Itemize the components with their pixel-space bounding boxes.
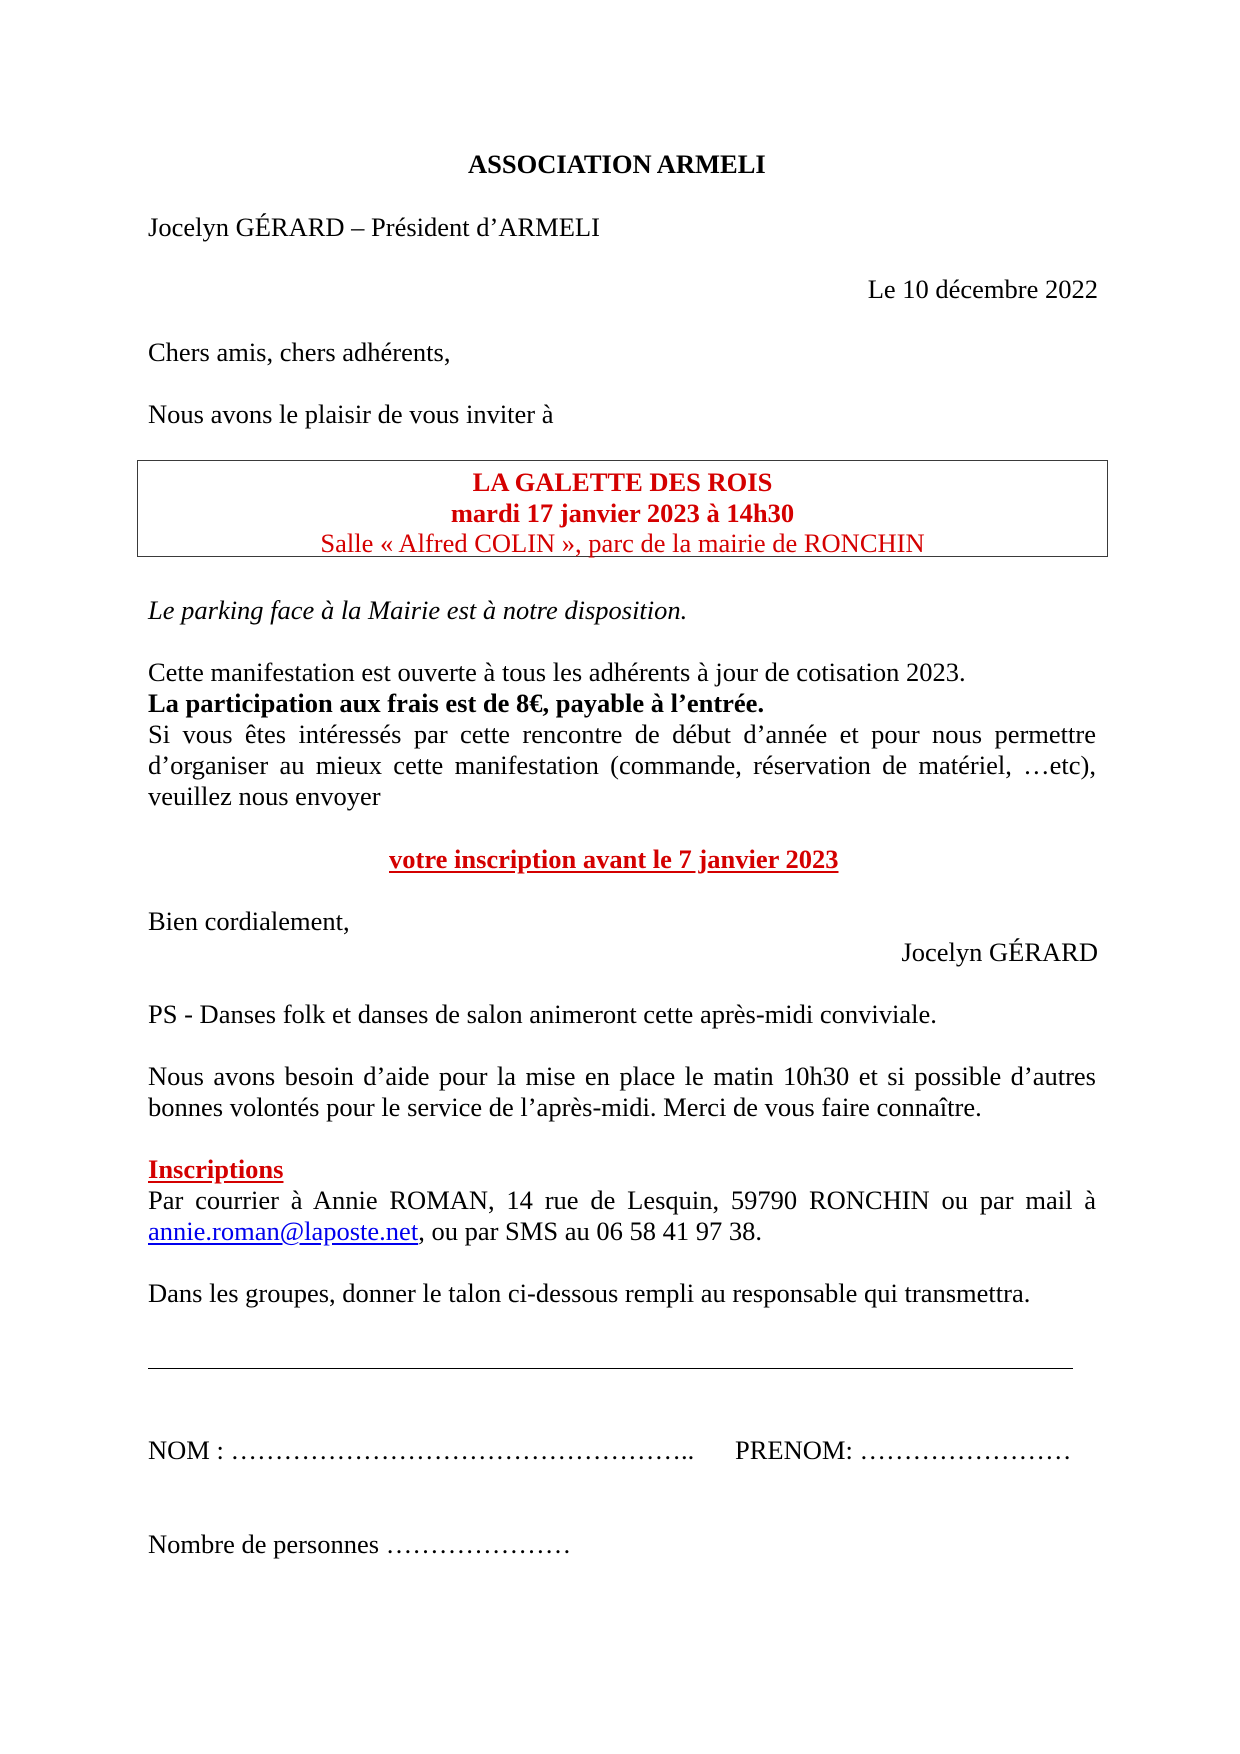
body-line-4: d’organiser au mieux cette manifestation (commande, réservation de matériel, …etc), — [148, 750, 1096, 780]
greeting: Chers amis, chers adhérents, — [148, 337, 451, 367]
nom-label: NOM : — [148, 1435, 224, 1465]
persons-dots: ………………… — [385, 1529, 572, 1559]
intro-text: Nous avons le plaisir de vous inviter à — [148, 399, 554, 429]
event-name: LA GALETTE DES ROIS — [472, 467, 773, 497]
signature: Jocelyn GÉRARD — [901, 937, 1098, 967]
participation-fee: La participation aux frais est de 8€, payable à l’entrée. — [148, 688, 765, 718]
nom-dots: …………………………………………….. — [230, 1435, 695, 1465]
letter-date: Le 10 décembre 2022 — [867, 274, 1098, 304]
prenom-label: PRENOM: — [735, 1435, 853, 1465]
registration-deadline: votre inscription avant le 7 janvier 2023 — [389, 844, 839, 874]
persons-label: Nombre de personnes — [148, 1529, 380, 1559]
body-line-3: Si vous êtes intéressés par cette rencontre de début d’année et pour nous permettre — [148, 719, 1096, 749]
prenom-field — [735, 1435, 1071, 1466]
nom-field — [148, 1435, 694, 1466]
ps-note: PS - Danses folk et danses de salon animeront cette après-midi conviviale. — [148, 999, 937, 1029]
inscriptions-line-1: Par courrier à Annie ROMAN, 14 rue de Lesquin, 59790 RONCHIN ou par mail à — [148, 1185, 1096, 1215]
event-box — [137, 460, 1108, 557]
help-line-2: bonnes volontés pour le service de l’après-midi. Merci de vous faire connaître. — [148, 1092, 982, 1122]
sender-line: Jocelyn GÉRARD – Président d’ARMELI — [148, 212, 600, 242]
sms-contact: , ou par SMS au 06 58 41 97 38. — [418, 1216, 762, 1246]
body-line-5: veuillez nous envoyer — [148, 781, 381, 811]
event-place: Salle « Alfred COLIN », parc de la mairie de RONCHIN — [320, 528, 925, 558]
groups-note: Dans les groupes, donner le talon ci-dessous rempli au responsable qui transmettra. — [148, 1278, 1031, 1308]
body-line-1: Cette manifestation est ouverte à tous les adhérents à jour de cotisation 2023. — [148, 657, 966, 687]
document-title: ASSOCIATION ARMELI — [468, 149, 766, 179]
inscriptions-line-2 — [148, 1216, 762, 1247]
event-datetime: mardi 17 janvier 2023 à 14h30 — [450, 498, 795, 528]
email-link[interactable]: annie.roman@laposte.net — [148, 1216, 419, 1246]
prenom-dots: …………………… — [859, 1435, 1072, 1465]
persons-field — [148, 1529, 571, 1560]
inscriptions-heading: Inscriptions — [148, 1154, 284, 1184]
parking-note: Le parking face à la Mairie est à notre disposition. — [148, 595, 688, 625]
help-line-1: Nous avons besoin d’aide pour la mise en place le matin 10h30 et si possible d’autres — [148, 1061, 1096, 1091]
cut-line — [148, 1368, 1073, 1369]
closing-line: Bien cordialement, — [148, 906, 350, 936]
